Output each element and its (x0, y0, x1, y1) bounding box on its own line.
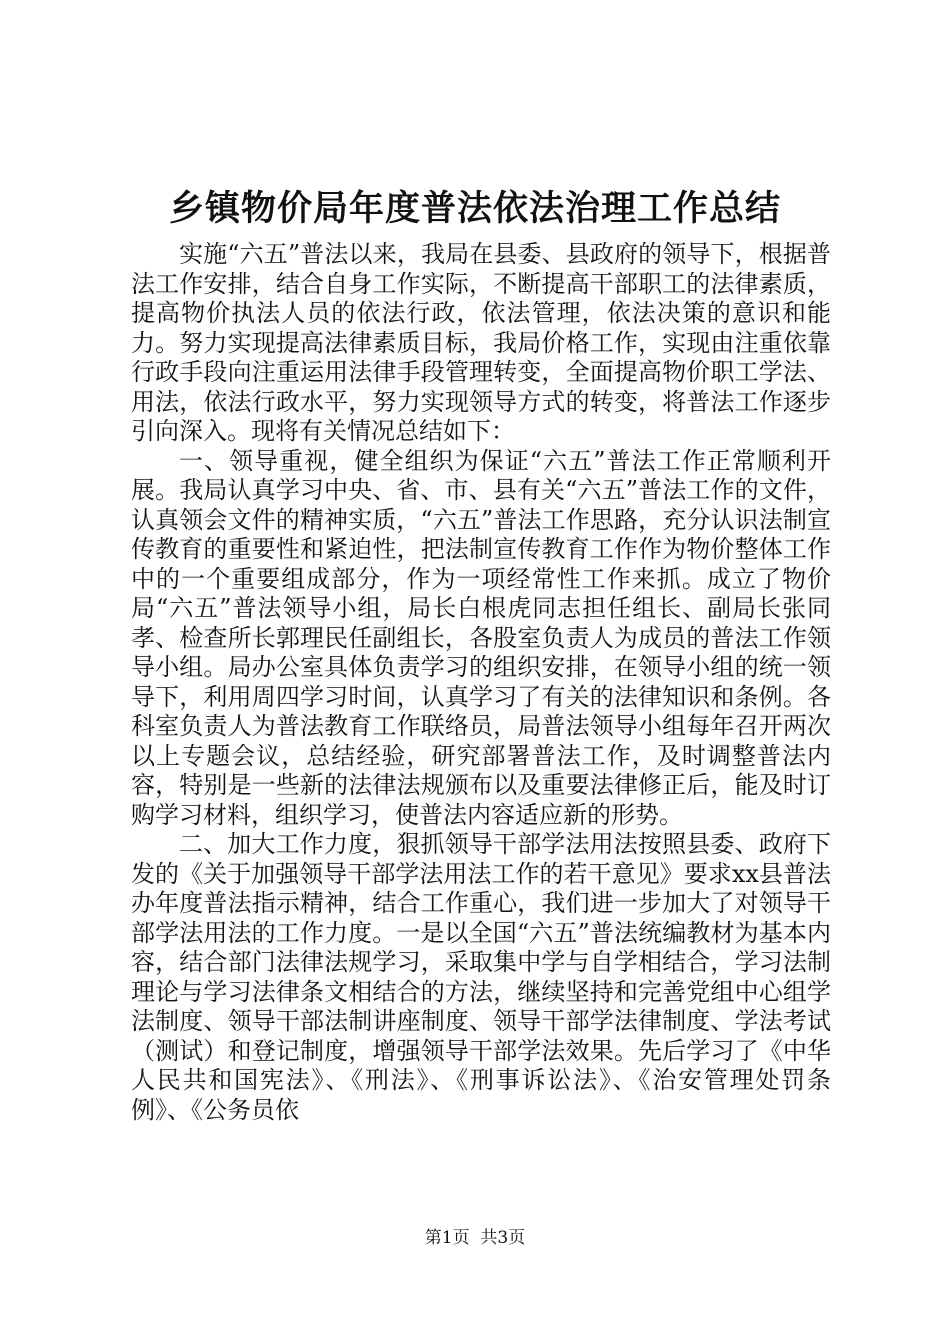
paragraph-section-1: 一、领导重视，健全组织为保证“六五”普法工作正常顺利开展。我局认真学习中央、省、市、县有关“六五”普法工作的文件，认真领会文件的精神实质，“六五”普法工作思路，充分认识法制宣传教育的重要性和紧迫性，把法制宣传教育工作作为物价整体工作中的一个重要组成部分，作为一项经常性工作来抓。成立了物价局“六五”普法领导小组，局长白根虎同志担任组长、副局长张同孝、检查所长郭理民任副组长，各股室负责人为成员的普法工作领导小组。局办公室具体负责学习的组织安排，在领导小组的统一领导下，利用周四学习时间，认真学习了有关的法律知识和条例。各科室负责人为普法教育工作联络员，局普法领导小组每年召开两次以上专题会议，总结经验，研究部署普法工作，及时调整普法内容，特别是一些新的法律法规颁布以及重要法律修正后，能及时订购学习材料，组织学习，使普法内容适应新的形势。 (131, 446, 831, 829)
page-total: 共3页 (480, 1228, 526, 1248)
page-footer (0, 1227, 950, 1249)
paragraph-intro: 实施“六五”普法以来，我局在县委、县政府的领导下，根据普法工作安排，结合自身工作实际，不断提高干部职工的法律素质，提高物价执法人员的依法行政，依法管理，依法决策的意识和能力。努力实现提高法律素质目标，我局价格工作，实现由注重依靠行政手段向注重运用法律手段管理转变，全面提高物价职工学法、用法，依法行政水平，努力实现领导方式的转变，将普法工作逐步引向深入。现将有关情况总结如下： (131, 240, 831, 445)
paragraph-section-2: 二、加大工作力度，狠抓领导干部学法用法按照县委、政府下发的《关于加强领导干部学法用法工作的若干意见》要求xx县普法办年度普法指示精神，结合工作重心，我们进一步加大了对领导干部学法用法的工作力度。一是以全国“六五”普法统编教材为基本内容，结合部门法律法规学习，采取集中学与自学相结合，学习法制理论与学习法律条文相结合的方法，继续坚持和完善党组中心组学法制度、领导干部法制讲座制度、领导干部学法律制度、学法考试（测试）和登记制度，增强领导干部学法效果。先后学习了《中华人民共和国宪法》、《刑法》、《刑事诉讼法》、《治安管理处罚条例》、《公务员依 (131, 830, 831, 1124)
document-body (131, 240, 831, 1125)
page-number: 第1页 (424, 1228, 470, 1248)
document-title: 乡镇物价局年度普法依法治理工作总结 (168, 188, 781, 229)
